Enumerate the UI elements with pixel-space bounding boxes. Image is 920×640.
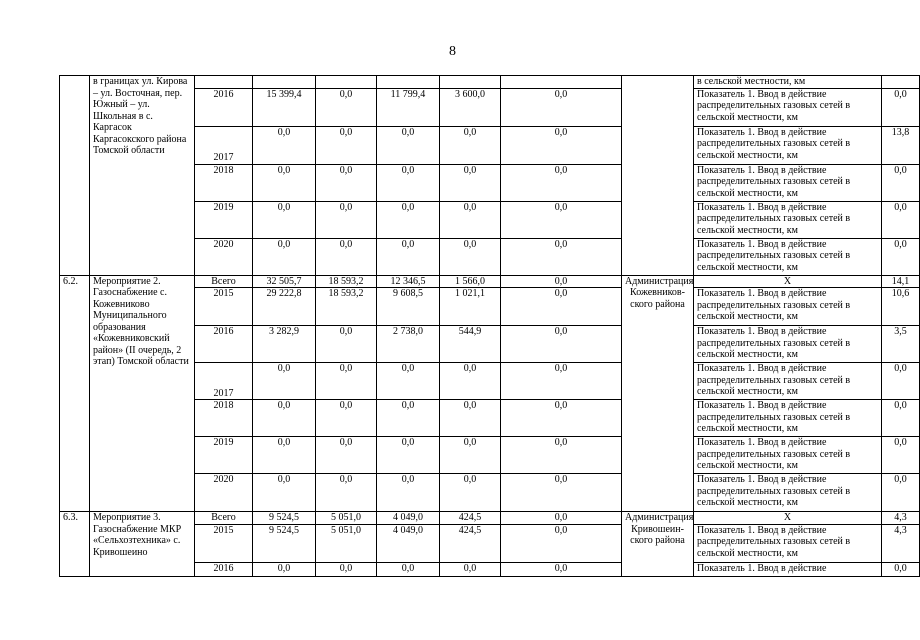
federal-cell: 5 051,0 — [316, 512, 377, 525]
page-number: 8 — [449, 44, 456, 59]
indicator-text: Показатель 1. Ввод в действие распределительных газовых сетей в сельской местности, км — [694, 326, 882, 363]
regional-cell: 4 049,0 — [377, 524, 440, 562]
year-cell: 2017 — [195, 363, 253, 400]
regional-cell: 11 799,4 — [377, 88, 440, 126]
local-cell: 0,0 — [440, 238, 501, 275]
year-cell: 2018 — [195, 400, 253, 437]
regional-cell: 0,0 — [377, 238, 440, 275]
indicator-text: Показатель 1. Ввод в действие распределительных газовых сетей в сельской местности, км — [694, 126, 882, 164]
federal-cell: 0,0 — [316, 562, 377, 576]
other-cell: 0,0 — [501, 562, 622, 576]
total-cell: 0,0 — [253, 238, 316, 275]
indicator-value: 13,8 — [882, 126, 920, 164]
indicator-value: 0,0 — [882, 88, 920, 126]
local-cell: 424,5 — [440, 512, 501, 525]
total-cell: 3 282,9 — [253, 326, 316, 363]
event-description: Мероприятие 3. Газоснабжение МКР «Сельхозтехника» с. Кривошеино — [90, 512, 195, 577]
local-cell: 3 600,0 — [440, 88, 501, 126]
regional-cell: 0,0 — [377, 474, 440, 512]
local-cell: 0,0 — [440, 126, 501, 164]
local-cell: 1 566,0 — [440, 275, 501, 288]
federal-cell: 18 593,2 — [316, 275, 377, 288]
row-number — [60, 76, 90, 276]
regional-cell: 0,0 — [377, 201, 440, 238]
regional-cell: 0,0 — [377, 437, 440, 474]
federal-cell: 0,0 — [316, 363, 377, 400]
administrator: Администрация Кривошеин-ского района — [622, 512, 694, 577]
total-cell: 0,0 — [253, 164, 316, 201]
indicator-value: 0,0 — [882, 474, 920, 512]
total-cell: 9 524,5 — [253, 524, 316, 562]
year-cell: 2015 — [195, 524, 253, 562]
federal-cell: 0,0 — [316, 400, 377, 437]
regional-cell: 4 049,0 — [377, 512, 440, 525]
other-cell: 0,0 — [501, 238, 622, 275]
local-cell: 0,0 — [440, 363, 501, 400]
local-cell: 424,5 — [440, 524, 501, 562]
year-cell: 2019 — [195, 437, 253, 474]
other-cell: 0,0 — [501, 164, 622, 201]
indicator-text: Показатель 1. Ввод в действие распределительных газовых сетей в сельской местности, км — [694, 88, 882, 126]
indicator-value: 0,0 — [882, 363, 920, 400]
indicator-value: 4,3 — [882, 524, 920, 562]
other-cell: 0,0 — [501, 524, 622, 562]
year-cell: 2016 — [195, 88, 253, 126]
indicator-text: Показатель 1. Ввод в действие распределительных газовых сетей в сельской местности, км — [694, 363, 882, 400]
local-cell: 0,0 — [440, 437, 501, 474]
other-cell: 0,0 — [501, 275, 622, 288]
event-description: Мероприятие 2. Газоснабжение с. Кожевниково Муниципального образования «Кожевниковский район» (II очередь, 2 этап) Томской области — [90, 275, 195, 512]
indicator-text: Показатель 1. Ввод в действие распределительных газовых сетей в сельской местности, км — [694, 288, 882, 326]
federal-cell: 0,0 — [316, 88, 377, 126]
local-cell: 0,0 — [440, 164, 501, 201]
year-cell: Всего — [195, 512, 253, 525]
indicator-text: Х — [694, 275, 882, 288]
local-cell: 0,0 — [440, 562, 501, 576]
indicator-text: Показатель 1. Ввод в действие — [694, 562, 882, 576]
federal-cell: 18 593,2 — [316, 288, 377, 326]
local-cell: 0,0 — [440, 474, 501, 512]
total-cell: 29 222,8 — [253, 288, 316, 326]
year-cell: 2017 — [195, 126, 253, 164]
other-cell: 0,0 — [501, 288, 622, 326]
federal-cell: 0,0 — [316, 238, 377, 275]
event-description: в границах ул. Кирова – ул. Восточная, пер. Южный – ул. Школьная в с. Каргасок Каргасокского района Томской области — [90, 76, 195, 276]
regional-cell: 9 608,5 — [377, 288, 440, 326]
other-cell: 0,0 — [501, 363, 622, 400]
other-cell: 0,0 — [501, 326, 622, 363]
regional-cell: 0,0 — [377, 400, 440, 437]
administrator — [622, 76, 694, 276]
indicator-text: Показатель 1. Ввод в действие распределительных газовых сетей в сельской местности, км — [694, 474, 882, 512]
indicator-text: Показатель 1. Ввод в действие распределительных газовых сетей в сельской местности, км — [694, 201, 882, 238]
local-cell: 0,0 — [440, 201, 501, 238]
regional-cell: 2 738,0 — [377, 326, 440, 363]
total-cell: 9 524,5 — [253, 512, 316, 525]
other-cell: 0,0 — [501, 201, 622, 238]
total-cell: 0,0 — [253, 400, 316, 437]
row-number: 6.3. — [60, 512, 90, 577]
federal-cell: 5 051,0 — [316, 524, 377, 562]
indicator-value: 14,1 — [882, 275, 920, 288]
federal-cell: 0,0 — [316, 326, 377, 363]
indicator-value: 0,0 — [882, 437, 920, 474]
indicator-value: 10,6 — [882, 288, 920, 326]
program-table — [59, 75, 920, 577]
year-cell: 2018 — [195, 164, 253, 201]
administrator: Администрация Кожевников-ского района — [622, 275, 694, 512]
year-cell: 2020 — [195, 474, 253, 512]
regional-cell: 0,0 — [377, 562, 440, 576]
federal-cell: 0,0 — [316, 164, 377, 201]
indicator-text: Показатель 1. Ввод в действие распределительных газовых сетей в сельской местности, км — [694, 437, 882, 474]
year-cell: 2019 — [195, 201, 253, 238]
other-cell: 0,0 — [501, 126, 622, 164]
total-cell: 0,0 — [253, 562, 316, 576]
year-cell: Всего — [195, 275, 253, 288]
year-cell: 2016 — [195, 562, 253, 576]
indicator-value: 0,0 — [882, 201, 920, 238]
other-cell: 0,0 — [501, 437, 622, 474]
indicator-value: 0,0 — [882, 562, 920, 576]
indicator-value: 0,0 — [882, 238, 920, 275]
total-cell: 0,0 — [253, 363, 316, 400]
total-cell: 15 399,4 — [253, 88, 316, 126]
indicator-text: Показатель 1. Ввод в действие распределительных газовых сетей в сельской местности, км — [694, 524, 882, 562]
indicator-text: Х — [694, 512, 882, 525]
year-cell: 2016 — [195, 326, 253, 363]
other-cell: 0,0 — [501, 400, 622, 437]
total-cell: 0,0 — [253, 126, 316, 164]
indicator-text: Показатель 1. Ввод в действие распределительных газовых сетей в сельской местности, км — [694, 238, 882, 275]
indicator-text: Показатель 1. Ввод в действие распределительных газовых сетей в сельской местности, км — [694, 400, 882, 437]
table-row — [60, 275, 920, 288]
federal-cell: 0,0 — [316, 126, 377, 164]
local-cell: 544,9 — [440, 326, 501, 363]
regional-cell: 12 346,5 — [377, 275, 440, 288]
indicator-value: 0,0 — [882, 400, 920, 437]
total-cell: 0,0 — [253, 437, 316, 474]
regional-cell: 0,0 — [377, 126, 440, 164]
other-cell: 0,0 — [501, 474, 622, 512]
table-row — [60, 512, 920, 525]
year-cell: 2020 — [195, 238, 253, 275]
indicator-text: в сельской местности, км — [694, 76, 882, 89]
total-cell: 0,0 — [253, 474, 316, 512]
total-cell: 0,0 — [253, 201, 316, 238]
indicator-text: Показатель 1. Ввод в действие распределительных газовых сетей в сельской местности, км — [694, 164, 882, 201]
indicator-value: 0,0 — [882, 164, 920, 201]
local-cell: 0,0 — [440, 400, 501, 437]
year-cell: 2015 — [195, 288, 253, 326]
federal-cell: 0,0 — [316, 437, 377, 474]
regional-cell: 0,0 — [377, 363, 440, 400]
indicator-value: 4,3 — [882, 512, 920, 525]
table-row — [60, 76, 920, 89]
federal-cell: 0,0 — [316, 474, 377, 512]
federal-cell: 0,0 — [316, 201, 377, 238]
total-cell: 32 505,7 — [253, 275, 316, 288]
row-number: 6.2. — [60, 275, 90, 512]
local-cell: 1 021,1 — [440, 288, 501, 326]
other-cell: 0,0 — [501, 88, 622, 126]
other-cell: 0,0 — [501, 512, 622, 525]
indicator-value: 3,5 — [882, 326, 920, 363]
regional-cell: 0,0 — [377, 164, 440, 201]
